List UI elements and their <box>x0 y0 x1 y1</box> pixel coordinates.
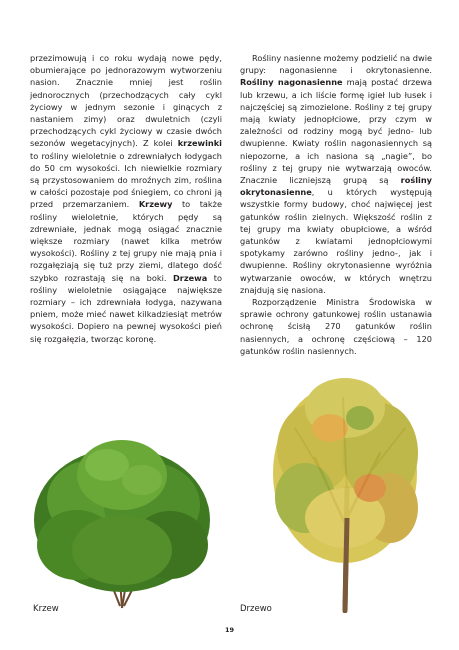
left-text-run: to rośliny wieloletnie o zdrewniałych łodygach do 50 cm wysokości. Ich niewielkie rozmiary są przystosowaniem do mroźnych zim, roślina w całości pozostaje pod śniegiem, co chroni ją przed przemarzaniem. <box>30 150 222 210</box>
left-bold-term: krzewinki <box>177 138 222 149</box>
right-text-run: , u których występują wszystkie formy budowy, choć najwięcej jest gatunków roślin zielnych. Większość roślin z tej grupy ma kwiaty obupłciowe, a wśród gatunków z kwiatami jednopłciowymi spotykamy zarówno rośliny jedno-, jak i dwupienne. Rośliny okrytonasienne wyróżnia wytwarzanie owoców, w których wnętrzu znajdują się nasiona. <box>240 187 432 295</box>
page-number: 19 <box>224 626 235 634</box>
left-text-run: to także rośliny wieloletnie, których pędy są zdrewniałe, jednak mogą osiągać znacznie większe rozmiary (nawet kilka metrów wysokości). Rośliny z tej grupy nie mają pnia i rozgałęziają się tuż przy ziemi, dlatego dość szybko rozrastają się na boki. <box>30 199 223 283</box>
left-paragraph <box>30 52 222 345</box>
right-text-run: Rośliny nasienne możemy podzielić na dwie grupy: nagonasienne i okrytonasienne. <box>240 53 433 76</box>
shrub-illustration <box>22 420 222 610</box>
right-paragraph-2: Rozporządzenie Ministra Środowiska w sprawie ochrony gatunkowej roślin ustanawia ochronę ścisłą 270 gatunków roślin nasiennych, a ochronę częściową – 120 gatunków roślin nasiennych. <box>240 297 432 356</box>
right-text-run: mają postać drzewa lub krzewu, a ich liście formę igieł lub łusek i najczęściej są zimozielone. Rośliny z tej grupy mają kwiaty jednopłciowe, przy czym w zależności od rodziny mogą być jedno- lub dwupienne. Kwiaty roślin nagonasiennych są niepozorne, a ich nasiona są „nagie”, bo rośliny z tej grupy nie wytwarzają owoców. Znacznie liczniejszą grupą są <box>240 77 432 186</box>
tree-trunk-lower <box>345 518 347 611</box>
tree-caption: Drzewo <box>240 604 272 614</box>
tree-illustration <box>245 368 445 613</box>
right-bold-term: rośliny okrytonasienne <box>240 175 432 198</box>
right-text-column <box>240 52 432 357</box>
left-text-run: przezimowują i co roku wydają nowe pędy, obumierające po jednorazowym wytworzeniu nasion. Znacznie mniej jest roślin jednorocznych (przechodzących cały cykl życiowy w jednym sezonie i ginących z nastaniem zimy) oraz dwuletnich (czyli przechodzących cykl życiowy w czasie dwóch sezonów wegetacyjnych). Z kolei <box>30 53 222 149</box>
shrub-foliage <box>34 440 210 592</box>
right-paragraph-1 <box>240 52 432 296</box>
left-bold-term: Krzewy <box>138 199 173 210</box>
right-bold-term: Rośliny nagonasienne <box>240 77 343 88</box>
left-bold-term: Drzewa <box>172 272 208 283</box>
shrub-caption: Krzew <box>33 604 59 614</box>
left-text-column <box>30 52 222 345</box>
left-text-run: to rośliny wieloletnie osiągające największe rozmiary – ich zdrewniała łodyga, nazywana pniem, może mieć nawet kilkadziesiąt metrów wysokości. Dopiero na pewnej wysokości pień się rozgałęzia, tworząc koronę. <box>30 272 222 344</box>
